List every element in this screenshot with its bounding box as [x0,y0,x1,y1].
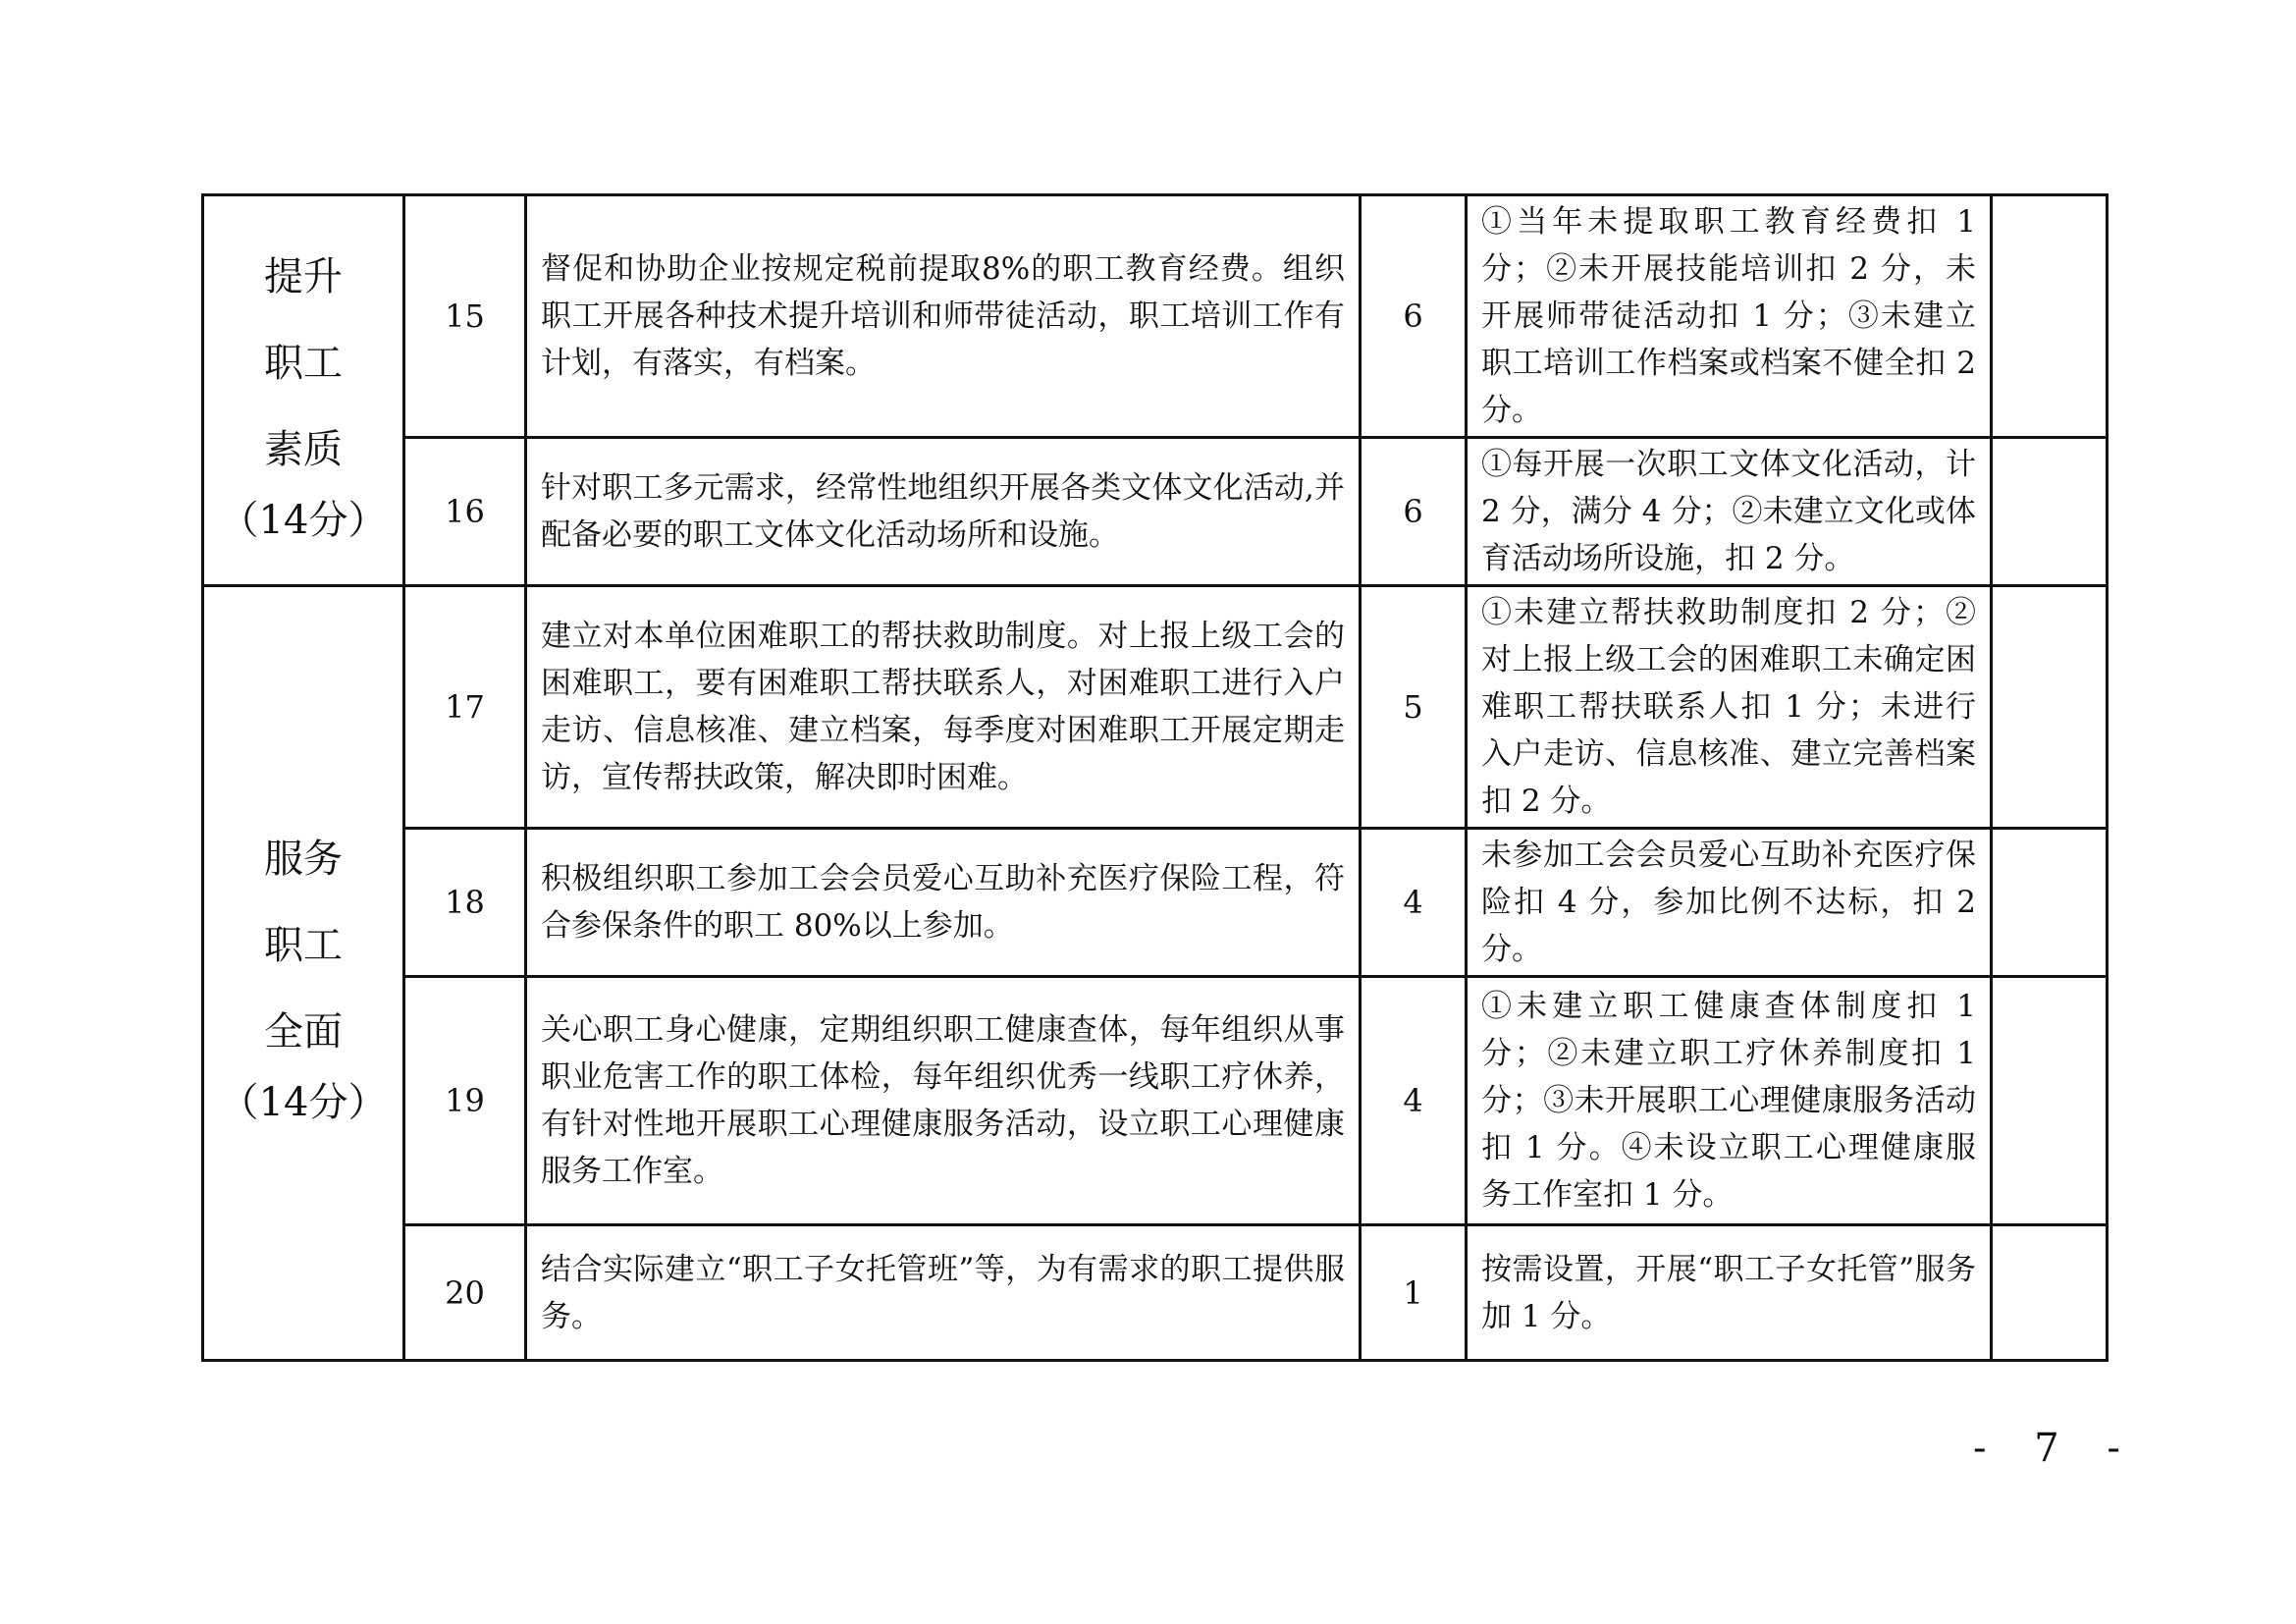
category-line: 提升 [264,253,343,299]
category-cell [203,195,404,586]
item-number: 20 [404,1225,526,1361]
item-score: 6 [1361,195,1467,438]
category-line: 素质 [264,426,343,472]
category-line: 职工 [264,340,343,386]
category-points: （14分） [219,1080,388,1125]
table-row [203,586,2108,829]
category-line: 服务 [264,837,343,882]
item-number: 17 [404,586,526,829]
remark-cell [1992,1225,2108,1361]
remark-cell [1992,438,2108,586]
item-content: 督促和协助企业按规定税前提取8%的职工教育经费。组织职工开展各种技术提升培训和师带徒活动，职工培训工作有计划，有落实，有档案。 [526,195,1361,438]
category-cell [203,586,404,1361]
item-score: 4 [1361,977,1467,1225]
scoring-criteria: ①未建立职工健康查体制度扣 1 分；②未建立职工疗休养制度扣 1 分；③未开展职工心理健康服务活动扣 1 分。④未设立职工心理健康服务工作室扣 1 分。 [1467,977,1992,1225]
item-number: 18 [404,829,526,977]
item-content: 关心职工身心健康，定期组织职工健康查体，每年组织从事职业危害工作的职工体检，每年组织优秀一线职工疗休养，有针对性地开展职工心理健康服务活动，设立职工心理健康服务工作室。 [526,977,1361,1225]
table-row [203,195,2108,438]
scoring-criteria: ①未建立帮扶救助制度扣 2 分；②对上报上级工会的困难职工未确定困难职工帮扶联系人扣 1 分；未进行入户走访、信息核准、建立完善档案扣 2 分。 [1467,586,1992,829]
table-row [203,977,2108,1225]
item-number: 19 [404,977,526,1225]
scoring-table [201,193,2109,1362]
category-line: 职工 [264,923,343,968]
table-row [203,1225,2108,1361]
remark-cell [1992,829,2108,977]
category-points: （14分） [219,497,388,543]
item-number: 16 [404,438,526,586]
item-score: 1 [1361,1225,1467,1361]
table-row [203,438,2108,586]
item-content: 结合实际建立“职工子女托管班”等，为有需求的职工提供服务。 [526,1225,1361,1361]
item-content: 针对职工多元需求，经常性地组织开展各类文体文化活动,并配备必要的职工文体文化活动场所和设施。 [526,438,1361,586]
scoring-criteria: 未参加工会会员爱心互助补充医疗保险扣 4 分，参加比例不达标，扣 2 分。 [1467,829,1992,977]
item-content: 积极组织职工参加工会会员爱心互助补充医疗保险工程，符合参保条件的职工 80%以上参加。 [526,829,1361,977]
item-score: 4 [1361,829,1467,977]
item-score: 6 [1361,438,1467,586]
remark-cell [1992,586,2108,829]
category-line: 全面 [264,1009,343,1055]
page-number: - 7 - [1973,1426,2138,1471]
item-score: 5 [1361,586,1467,829]
remark-cell [1992,195,2108,438]
table-row [203,829,2108,977]
remark-cell [1992,977,2108,1225]
scoring-criteria: 按需设置，开展“职工子女托管”服务加 1 分。 [1467,1225,1992,1361]
scoring-criteria: ①每开展一次职工文体文化活动，计 2 分，满分 4 分；②未建立文化或体育活动场所设施，扣 2 分。 [1467,438,1992,586]
item-number: 15 [404,195,526,438]
item-content: 建立对本单位困难职工的帮扶救助制度。对上报上级工会的困难职工，要有困难职工帮扶联系人，对困难职工进行入户走访、信息核准、建立档案，每季度对困难职工开展定期走访，宣传帮扶政策，解决即时困难。 [526,586,1361,829]
scoring-criteria: ①当年未提取职工教育经费扣 1 分；②未开展技能培训扣 2 分，未开展师带徒活动扣 1 分；③未建立职工培训工作档案或档案不健全扣 2 分。 [1467,195,1992,438]
